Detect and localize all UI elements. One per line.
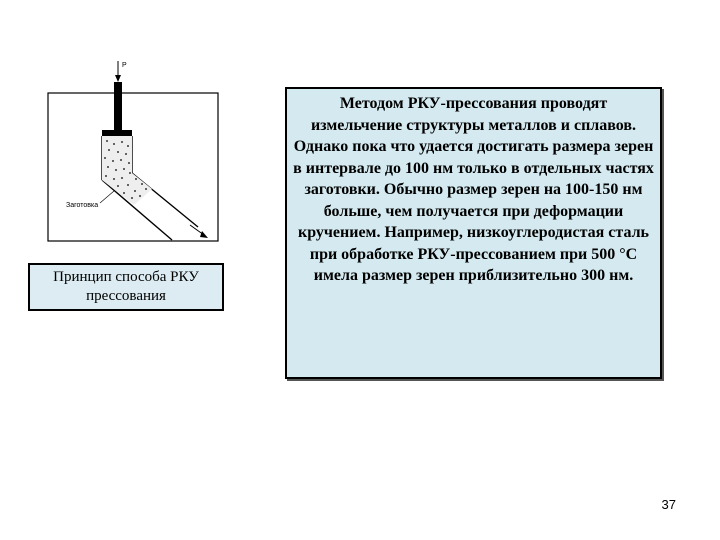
- force-arrowhead: [115, 75, 121, 82]
- force-label: P: [122, 62, 127, 69]
- figure-caption: Принцип способа РКУ прессования: [28, 263, 224, 311]
- page-number: 37: [661, 497, 676, 512]
- billet-pointer: [100, 191, 114, 203]
- description-text-box: Методом РКУ-прессования проводят измельчение структуры металлов и сплавов. Однако пока что удается достигать размера зерен в интервале до 100 нм только в отдельных частях заготовки. Обычно размер зерен на 100-150 нм больше, чем получается при деформации кручением. Например, низкоуглеродистая сталь при обработке РКУ-прессованием при 500 °С имела размер зерен приблизительно 300 нм.: [285, 87, 662, 379]
- plunger-rod: [114, 82, 122, 130]
- die-frame: [48, 93, 218, 241]
- plunger-head: [102, 130, 132, 136]
- exit-arrowhead: [200, 231, 208, 238]
- ecap-diagram: [40, 55, 230, 255]
- billet-label: Заготовка: [66, 202, 99, 209]
